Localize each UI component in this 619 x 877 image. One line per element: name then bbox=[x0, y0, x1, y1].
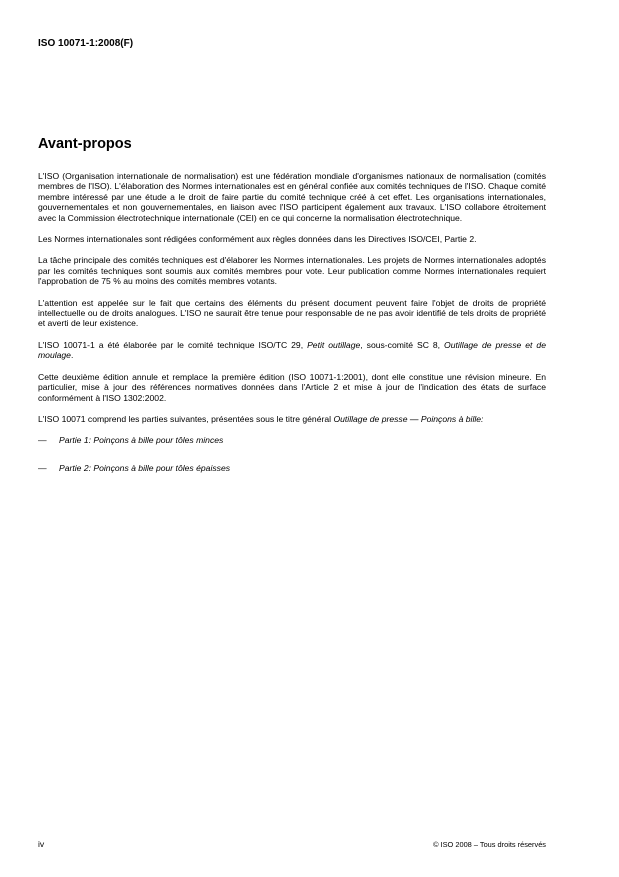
list-item bbox=[38, 435, 546, 445]
prepared-by-text-3: . bbox=[70, 350, 74, 361]
list-dash: — bbox=[38, 435, 47, 446]
list-item-label: Partie 2: Poinçons à bille pour tôles épaisses bbox=[59, 462, 231, 473]
list-dash: — bbox=[38, 462, 47, 473]
general-title: Outillage de presse — Poinçons à bille: bbox=[333, 413, 484, 424]
paragraph-directives: Les Normes internationales sont rédigées conformément aux règles données dans les Directives ISO/CEI, Partie 2. bbox=[38, 234, 477, 245]
paragraph-iso-organisation: L'ISO (Organisation internationale de normalisation) est une fédération mondiale d'organismes nationaux de normalisation (comités membres de l'ISO). L'élaboration des Normes internationales est en général confiée aux comités techniques de l'ISO. Chaque comité membre intéressé par une étude a le droit de faire partie du comité technique créé à cet effet. Les organisations internationales, gouvernementales et non gouvernementales, en liaison avec l'ISO participent également aux travaux. L'ISO collabore étroitement avec la Commission électrotechnique internationale (CEI) en ce qui concerne la normalisation électrotechnique. bbox=[38, 171, 546, 223]
prepared-by-text-2: , sous-comité SC 8, bbox=[360, 339, 445, 350]
committee-name: Petit outillage bbox=[307, 339, 361, 350]
list-item bbox=[38, 463, 546, 473]
subcommittee-name: Outillage de presse et de moulage bbox=[38, 339, 546, 361]
paragraph-patent-rights: L'attention est appelée sur le fait que certains des éléments du présent document peuvent faire l'objet de droits de propriété intellectuelle ou de droits analogues. L'ISO ne saurait être tenue pour responsable de ne pas avoir identifié de tels droits de propriété et averti de leur existence. bbox=[38, 297, 546, 329]
paragraph-prepared-by bbox=[38, 340, 546, 361]
parts-list bbox=[38, 435, 546, 473]
paragraph-technical-committees: La tâche principale des comités techniques est d'élaborer les Normes internationales. Les projets de Normes internationales adoptés par les comités techniques sont soumis aux comités membres pour vote. Leur publication comme Normes internationales requiert l'approbation de 75 % au moins des comités membres votants. bbox=[38, 255, 546, 287]
page-number: iv bbox=[38, 839, 45, 849]
page-title: Avant-propos bbox=[38, 136, 132, 152]
parts-intro-text: L'ISO 10071 comprend les parties suivantes, présentées sous le titre général bbox=[38, 413, 334, 424]
copyright-notice: © ISO 2008 – Tous droits réservés bbox=[433, 840, 546, 849]
list-item-label: Partie 1: Poinçons à bille pour tôles minces bbox=[59, 435, 224, 446]
prepared-by-text: L'ISO 10071-1 a été élaborée par le comité technique ISO/TC 29, bbox=[38, 339, 308, 350]
paragraph-edition: Cette deuxième édition annule et remplace la première édition (ISO 10071-1:2001), dont elle constitue une révision mineure. En particulier, mise à jour des références normatives données dans l'Article 2 et mise à jour de l'indication des états de surface conformément à l'ISO 1302:2002. bbox=[38, 371, 546, 403]
document-identifier: ISO 10071-1:2008(F) bbox=[38, 38, 134, 49]
foreword-body bbox=[38, 171, 546, 490]
paragraph-parts-intro bbox=[38, 414, 546, 424]
